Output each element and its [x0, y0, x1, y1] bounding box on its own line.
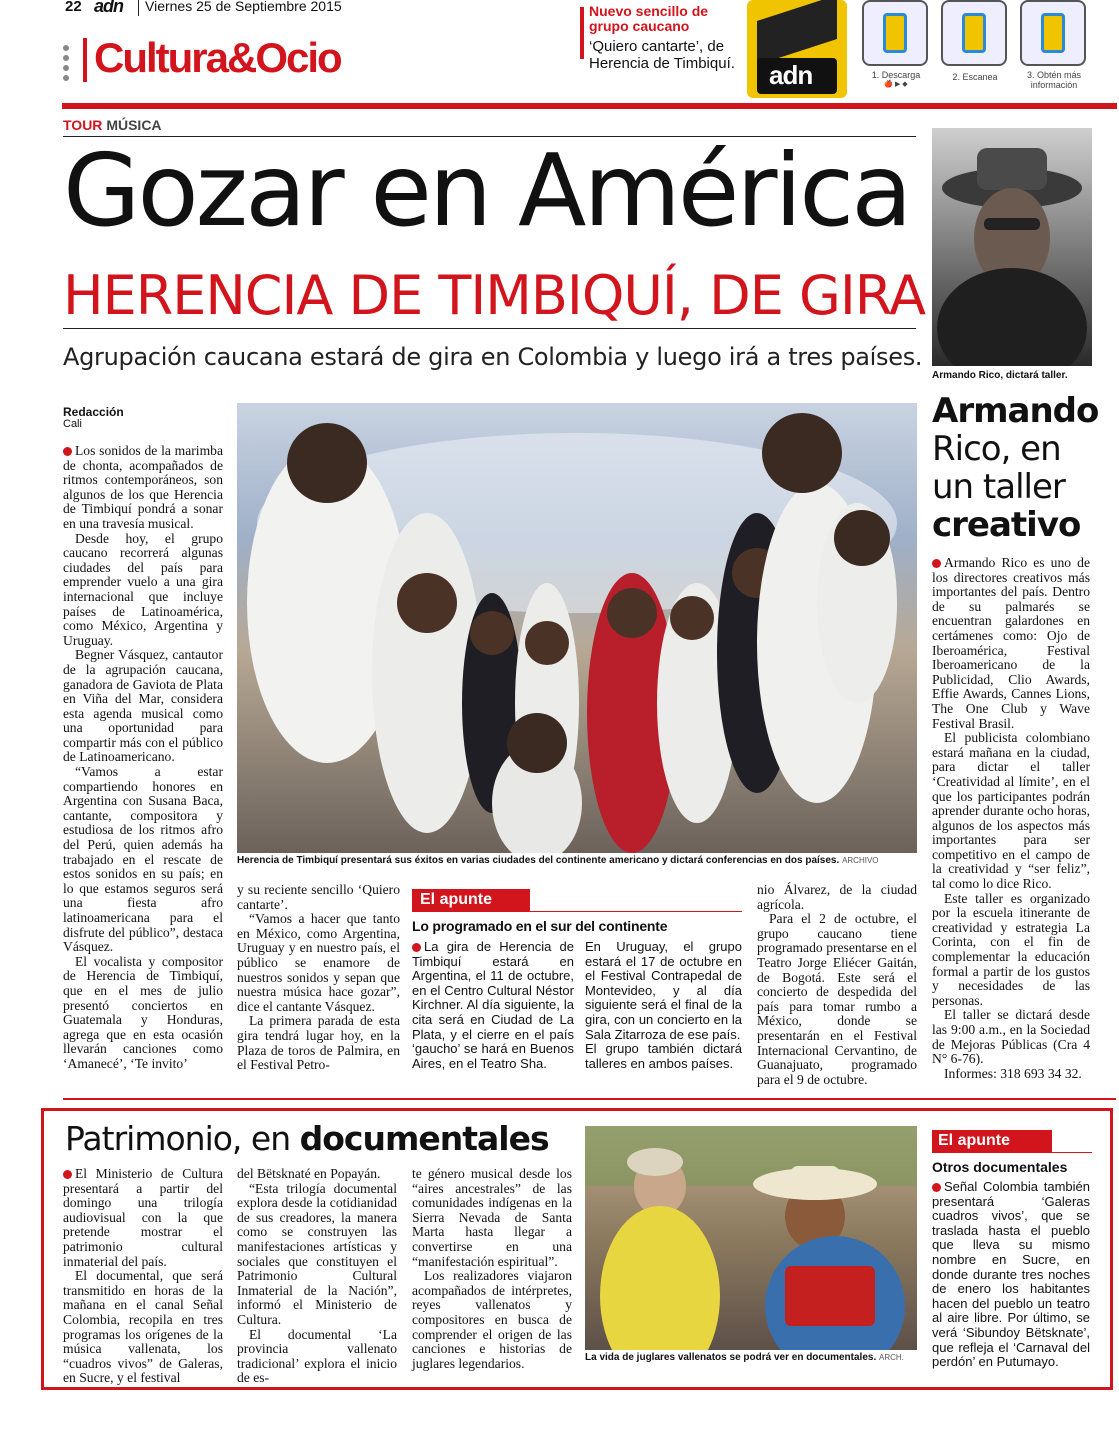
sidebar-headline-line: creativo [932, 505, 1081, 545]
apunte-text: La gira de Herencia de Timbiquí estará en Argentina, el 11 de octubre, en el Centro Cultural Néstor Kirchner. Al día siguiente, la cita será en Ciudad de La Plata, y el cierre en el país ‘gaucho’ se hará en Buenos Aires, en el Teatro Sha. [412, 939, 574, 1071]
bullet-icon [932, 559, 941, 568]
bottom-col-2 [237, 1167, 397, 1386]
bottom-apunte-text [932, 1180, 1090, 1370]
bottom-apunte-label: El apunte [932, 1130, 1052, 1152]
article-paragraph: Begner Vásquez, cantautor de la agrupación caucana, ganadora de Gaviota de Plata en Viña del Mar, considera esta agenda musical como una oportunidad para compartir más con el público de Latinoamericano. [63, 647, 223, 765]
promo-bar [580, 7, 584, 59]
brand-logo: adn [94, 0, 124, 16]
bullet-icon [63, 447, 72, 456]
apunte-text: Señal Colombia también presentará ‘Galeras cuadros vivos’, que se traslada hasta el pueblo que lleva su mismo nombre en Sucre, en donde durante tres noches de enero los habitantes hacen del pueblo un teatro al aire libre. Por último, se verá ‘Sibundoy Bëtsknate’, que refleja el ‘Carnaval del perdón’ en Putumayo. [932, 1179, 1090, 1370]
step-scan-label: 2. Escanea [952, 72, 998, 82]
bullet-icon [63, 1170, 72, 1179]
band-photo [237, 403, 917, 853]
bottom-paragraph: Los realizadores viajaron acompañados de intérpretes, reyes vallenatos y compositores en busca de comprender el origen de las canciones e historias de juglares legendarios. [412, 1268, 572, 1371]
bottom-col-3 [412, 1167, 572, 1371]
sidebar-headline [932, 392, 1102, 544]
issue-date: Viernes 25 de Septiembre 2015 [145, 0, 342, 14]
deck: Agrupación caucana estará de gira en Colombia y luego irá a tres países. [63, 343, 923, 371]
vallenato-photo [585, 1126, 917, 1350]
sidebar-paragraph: El taller se dictará desde las 9:00 a.m., en la Sociedad de Mejoras Públicas (Cra 4 N° 6-76). [932, 1007, 1090, 1067]
article-paragraph: Los sonidos de la marimba de chonta, acompañados de ritmos contemporáneos, son algunos de los que Herencia de Timbiquí pondrá a sonar en una travesía musical. [63, 443, 223, 531]
step-scan[interactable] [941, 0, 1009, 94]
subhead: HERENCIA DE TIMBIQUÍ, DE GIRA [63, 264, 926, 327]
byline: Redacción [63, 405, 124, 419]
phone-scan-icon [941, 0, 1007, 66]
store-icons: 🍎 ▶ ◆ [884, 81, 908, 88]
article-col-2 [237, 883, 400, 1073]
byline-city: Cali [63, 418, 82, 430]
vallenato-photo-caption [585, 1352, 917, 1363]
sidebar-headline-line: Rico, en [932, 429, 1061, 469]
apunte-col-a [412, 940, 574, 1071]
sidebar-paragraph: Armando Rico es uno de los directores creativos más importantes del país. Dentro de su palmarés se encuentran galardones en certámenes como: Ojo de Iberoamérica, Festival Iberoamericano de la Publicidad, Clio Awards, Effie Awards, Cannes Lions, The One Club y Wave Festival Brasil. [932, 555, 1090, 731]
photo-credit: ARCHIVO [842, 856, 879, 865]
headline: Gozar en América [63, 132, 910, 249]
article-col-1 [63, 444, 223, 1072]
bottom-paragraph: El Ministerio de Cultura presentará a partir del domingo una trilogía audiovisual con la que pretende mostrar el patrimonio cultural inmaterial del país. [63, 1166, 223, 1269]
article-paragraph: La primera parada de esta gira tendrá lugar hoy, en la Plaza de toros de Palmira, en el Festival Petro- [237, 1013, 400, 1073]
step-info[interactable] [1020, 0, 1088, 94]
band-photo-caption [237, 855, 917, 866]
step-download-label: 1. Descarga [871, 70, 921, 80]
phone-download-icon [862, 0, 928, 66]
bottom-apunte-box [932, 1130, 1092, 1175]
article-col-5 [757, 883, 917, 1087]
armando-photo-caption: Armando Rico, dictará taller. [932, 370, 1068, 381]
article-paragraph: Desde hoy, el grupo caucano recorrerá algunas ciudades del país para emprender vuelo a una gira internacional que incluye países de Latinoamérica, como México, Argentina y Uruguay. [63, 530, 223, 648]
article-paragraph: y su reciente sencillo ‘Quiero cantarte’. [237, 882, 400, 912]
caption-text: La vida de juglares vallenatos se podrá ver en documentales. [585, 1352, 877, 1363]
article-paragraph: “Vamos a hacer que tanto en México, como Argentina, Uruguay y en nuestro país, el público se enamore de nuestros sonidos y sepan que nuestra música hace gozar”, dice el cantante Vásquez. [237, 911, 400, 1014]
promo-badge-top: CULTURA [757, 40, 805, 51]
promo-badge-brand: adn [769, 60, 813, 90]
armando-photo-illustration [932, 128, 1092, 366]
caption-text: Herencia de Timbiquí presentará sus éxitos en varias ciudades del continente americano y dictará conferencias en dos países. [237, 855, 840, 866]
sidebar-paragraph: Este taller es organizado por la escuela itinerante de creatividad y estrategia La Corinta, con el fin de complementar la educación formal a partir de los gustos y necesidades de las personas. [932, 890, 1090, 1008]
bottom-headline-light: Patrimonio, en [65, 1119, 300, 1158]
article-paragraph: El vocalista y compositor de Herencia de Timbiquí, que en el mes de julio presentó conciertos en Guatemala y Honduras, agrega que en esta ocasión llevarán canciones como ‘Amanecé’, ‘Te invito’ [63, 953, 223, 1071]
apunte-text: En Uruguay, el grupo estará el 17 de octubre en el Festival Contrapedal de Montevideo, y al día siguiente será el final de la gira, con un concierto en la Sala Zitarroza de ese país. [585, 939, 742, 1042]
section-bar [83, 38, 87, 82]
apunte-text: El grupo también dictará talleres en ambos países. [585, 1041, 742, 1071]
article-paragraph: “Vamos a estar compartiendo honores en Argentina con Susana Baca, cantante, compositora y estudiosa de los ritmos afro del Perú, quien además ha trabajado en el rescate de estos sonidos en su país; en lo que estamos seguros será una fiesta afro latinoamericana para el disfrute del público”, destaca Vásquez. [63, 764, 223, 955]
sidebar-paragraph: El publicista colombiano estará mañana en la ciudad, para dictar el taller ‘Creatividad al límite’, en el que los participantes podrán aprender durante ocho horas, algunos de los aspectos más importantes para ser competitivo en el campo de la creatividad y “ser feliz”, tal como lo dice Rico. [932, 730, 1090, 892]
phone-info-icon [1020, 0, 1086, 66]
sidebar-paragraph: Informes: 318 693 34 32. [944, 1065, 1082, 1081]
header-red-rule [62, 103, 1117, 109]
bottom-headline [65, 1118, 549, 1160]
bottom-col-1 [63, 1167, 223, 1386]
apunte-box [412, 889, 742, 934]
step-info-label: 3. Obtén más información [1026, 70, 1082, 90]
sidebar-headline-line: un taller [932, 467, 1065, 507]
bottom-paragraph: te género musical desde los “aires ancestrales” de las comunidades indígenas en la Sierra Nevada de Santa Marta hasta llegar a convertirse en una “manifestación espiritual”. [412, 1166, 572, 1269]
sidebar-text [932, 556, 1090, 1081]
apunte-col-b [585, 940, 742, 1071]
bottom-top-rule [63, 1098, 1116, 1100]
bottom-apunte-title: Otros documentales [932, 1159, 1068, 1175]
bullet-icon [932, 1183, 941, 1192]
page-number: 22 [65, 0, 82, 15]
kicker-tour: TOUR [63, 117, 103, 133]
bottom-paragraph: El documental, que será transmitido en horas de la mañana en el canal Señal Colombia, recopila en tres programas los orígenes de la música vallenata, los “cuadros vivos” de Galeras, en Sucre, y el festival [63, 1268, 223, 1386]
apunte-label: El apunte [412, 889, 530, 911]
photo-credit: ARCH. [879, 1353, 904, 1362]
header-divider [138, 0, 139, 16]
kicker [63, 117, 162, 133]
promo-title: Nuevo sencillo de grupo caucano [589, 3, 709, 34]
section-title: Cultura&Ocio [94, 34, 341, 81]
bottom-paragraph: del Bëtsknaté en Popayán. [237, 1166, 381, 1181]
article-paragraph: nio Álvarez, de la ciudad agrícola. [757, 882, 917, 912]
bullet-icon [412, 943, 421, 952]
promo-badge[interactable] [747, 0, 847, 98]
vallenato-photo-illustration [585, 1126, 917, 1350]
step-download[interactable] [862, 0, 930, 94]
apunte-title: Lo programado en el sur del continente [412, 918, 668, 934]
bottom-paragraph: El documental ‘La provincia vallenato tradicional’ explora el inicio de es- [237, 1326, 397, 1386]
bottom-paragraph: “Esta trilogía documental explora desde la cotidianidad de sus creadores, la manera como se construyen las manifestaciones artísticas y sociales que constituyen el Patrimonio Cultural Inmaterial de la Nación”, informó el Ministerio de Cultura. [237, 1180, 397, 1327]
subhead-rule [63, 328, 916, 329]
sidebar-headline-line: Armando [932, 391, 1099, 431]
armando-photo [932, 128, 1092, 366]
bottom-headline-bold: documentales [299, 1119, 549, 1158]
band-photo-illustration [237, 403, 917, 853]
promo-text: ‘Quiero cantarte’, de Herencia de Timbiquí. [589, 38, 735, 72]
section-dots [63, 45, 71, 81]
kicker-music: MÚSICA [106, 117, 162, 133]
article-paragraph: Para el 2 de octubre, el grupo caucano tiene programado presentarse en el Teatro Jorge Eliécer Gaitán, de Bogotá. Este será el concierto de despedida del país para tomar rumbo a México, donde se presentarán en el Festival Internacional Cervantino, de Guanajuato, programado para el 9 de octubre. [757, 911, 917, 1087]
